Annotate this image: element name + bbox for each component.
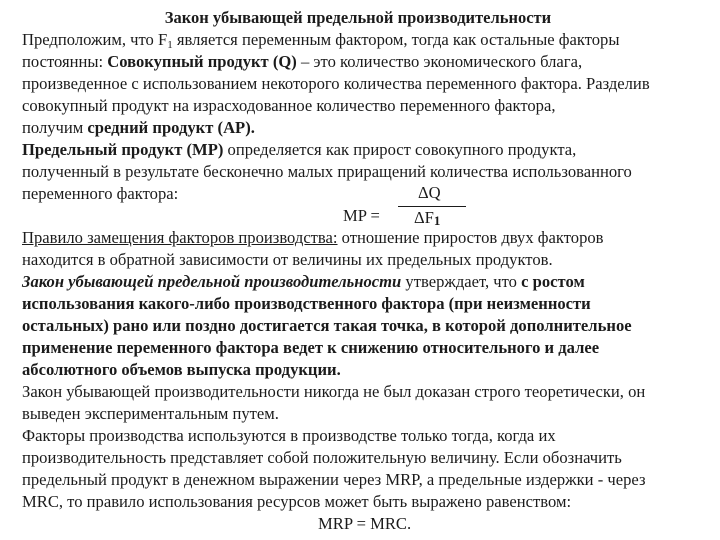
slide-title: Закон убывающей предельной производительности <box>164 8 552 27</box>
text-line: находится в обратной зависимости от величины их предельных продуктов. <box>22 250 553 269</box>
text-line: переменного фактора: <box>22 184 179 203</box>
formula-numerator: ΔQ <box>418 183 441 202</box>
equation-mrp-mrc: MRP = MRC. <box>318 514 412 533</box>
text-line: постоянны: Совокупный продукт (Q) – это количество экономического блага, <box>22 52 583 71</box>
text-line: совокупный продукт на израсходованное количество переменного фактора, <box>22 96 556 115</box>
text-line: абсолютного объемов выпуска продукции. <box>22 360 341 379</box>
formula-lhs: MP = <box>343 206 380 225</box>
term-total-product: Совокупный продукт (Q) <box>107 52 297 71</box>
text-line: производительность представляет собой положительную величину. Если обозначить <box>22 448 622 467</box>
term-average-product: средний продукт (АР). <box>87 118 255 137</box>
text-line: Закон убывающей производительности никогда не был доказан строго теоретически, он <box>22 382 646 401</box>
text-line: применение переменного фактора ведет к снижению относительного и далее <box>22 338 600 357</box>
text-line: Предположим, что $F_1$ является переменным фактором, тогда как остальные факторы <box>22 30 620 51</box>
term-marginal-product: Предельный продукт (МР) <box>22 140 224 159</box>
text-line: использования какого-либо производственного фактора (при неизменности <box>22 294 591 313</box>
text-line: получим средний продукт (АР). <box>22 118 255 137</box>
text-line: Факторы производства используются в производстве только тогда, когда их <box>22 426 556 445</box>
text-line: Предельный продукт (МР) определяется как прирост совокупного продукта, <box>22 140 577 159</box>
term-substitution-rule: Правило замещения факторов производства: <box>22 228 338 247</box>
text-line: Правило замещения факторов производства: отношение приростов двух факторов <box>22 228 604 247</box>
term-law: Закон убывающей предельной производительности <box>22 272 402 291</box>
text-line: Закон убывающей предельной производительности утверждает, что с ростом <box>22 272 585 291</box>
text-line: произведенное с использованием некоторого количества переменного фактора. Разделив <box>22 74 650 93</box>
text-line: MRC, то правило использования ресурсов может быть выражено равенством: <box>22 492 572 511</box>
text-line: выведен экспериментальным путем. <box>22 404 279 423</box>
text-line: полученный в результате бесконечно малых приращений количества использованного <box>22 162 632 181</box>
formula-denominator: $\Delta F_1$ <box>414 208 441 228</box>
text-line: остальных) рано или поздно достигается такая точка, в которой дополнительное <box>22 316 632 335</box>
text-line: предельный продукт в денежном выражении через MRP, а предельные издержки - через <box>22 470 646 489</box>
